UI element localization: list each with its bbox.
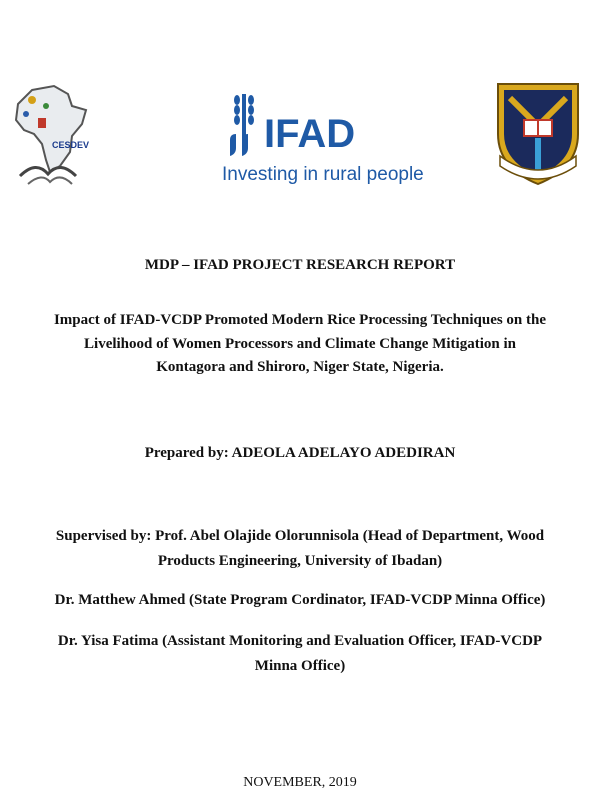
cesdev-logo xyxy=(2,80,98,188)
wheat-icon xyxy=(222,90,266,160)
supervisor-3 xyxy=(0,629,600,679)
supervisor-2 xyxy=(0,590,600,610)
report-title: MDP – IFAD PROJECT RESEARCH REPORT xyxy=(144,257,456,273)
ifad-tagline: Investing in rural people xyxy=(222,164,424,185)
subject-line: Impact of IFAD-VCDP Promoted Modern Rice Processing Techniques on the xyxy=(53,312,547,328)
supervisor-1 xyxy=(0,524,600,574)
report-subject xyxy=(0,309,600,380)
supervisor-line: Products Engineering, University of Ibadan) xyxy=(157,553,443,569)
africa-map-icon xyxy=(2,80,98,188)
ifad-logo xyxy=(222,90,422,190)
shield-crest-icon xyxy=(486,80,590,190)
cesdev-label: CESDEV xyxy=(52,140,90,150)
subject-line: Kontagora and Shiroro, Niger State, Nigeria. xyxy=(156,359,444,375)
supervisor-line: Dr. Matthew Ahmed (State Program Cordinator, IFAD-VCDP Minna Office) xyxy=(54,592,546,608)
supervisor-line: Minna Office) xyxy=(254,658,346,674)
university-crest-logo xyxy=(486,80,590,190)
supervisor-line: Supervised by: Prof. Abel Olajide Olorunnisola (Head of Department, Wood xyxy=(55,528,545,544)
subject-line: Livelihood of Women Processors and Climate Change Mitigation in xyxy=(84,335,516,352)
prepared-by: Prepared by: ADEOLA ADELAYO ADEDIRAN xyxy=(144,445,456,461)
supervisor-line: Dr. Yisa Fatima (Assistant Monitoring and Evaluation Officer, IFAD-VCDP xyxy=(57,633,543,649)
report-date: NOVEMBER, 2019 xyxy=(243,775,357,790)
ifad-brand-text: IFAD xyxy=(264,112,356,156)
